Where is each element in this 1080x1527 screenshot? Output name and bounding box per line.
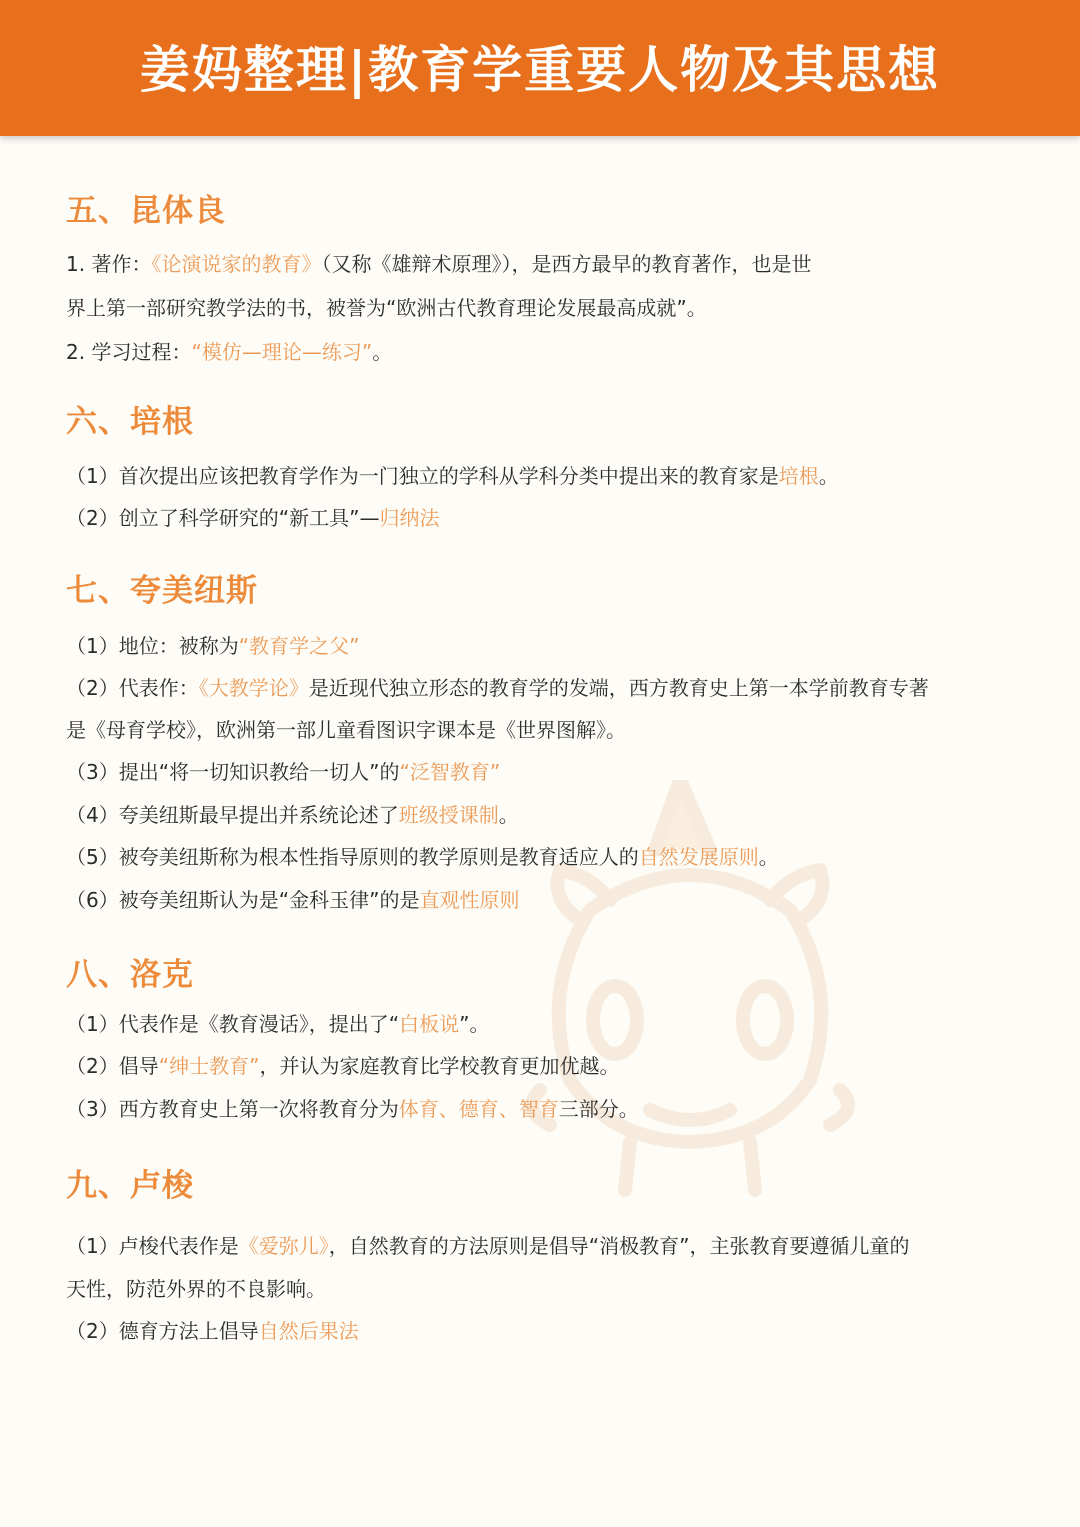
paragraph-line — [66, 716, 1026, 744]
page-header — [0, 0, 1080, 136]
highlighted-text: 培根 — [778, 464, 819, 488]
body-text: （3）提出“将一切知识教给一切人”的 — [66, 760, 400, 784]
highlighted-text: 《大教学论》 — [198, 676, 309, 700]
body-text: 是近现代独立形态的教育学的发端，西方教育史上第一本学前教育专著 — [308, 676, 929, 700]
body-text: （又称《雄辩术原理》），是西方最早的教育著作，也是世 — [321, 252, 812, 276]
highlighted-text: 直观性原则 — [419, 888, 520, 912]
body-text: 。 — [372, 340, 393, 364]
body-text: （1）卢梭代表作是 — [66, 1234, 239, 1258]
body-text: （1）首次提出应该把教育学作为一门独立的学科从学科分类中提出来的教育家是 — [66, 464, 779, 488]
body-text: （2）德育方法上倡导 — [66, 1319, 259, 1343]
body-text: （1）代表作是《教育漫话》，提出了“ — [66, 1012, 400, 1036]
section-title: 六、培根 — [66, 404, 194, 440]
body-text: 三部分。 — [558, 1097, 639, 1121]
body-text: 。 — [758, 845, 779, 869]
body-text: （6）被夸美纽斯认为是“金科玉律”的是 — [66, 888, 420, 912]
paragraph-line — [66, 886, 1026, 914]
section-title: 九、卢梭 — [66, 1168, 194, 1204]
highlighted-text: 自然后果法 — [258, 1319, 359, 1343]
highlighted-text: “泛智教育” — [399, 760, 501, 784]
paragraph-line — [66, 294, 1026, 322]
body-text: 是《母育学校》，欧洲第一部儿童看图识字课本是《世界图解》。 — [66, 718, 626, 742]
paragraph-line — [66, 250, 1026, 278]
paragraph-line — [66, 504, 1026, 532]
highlighted-text: 归纳法 — [379, 506, 440, 530]
highlighted-text: 体育、德育、智育 — [398, 1097, 559, 1121]
highlighted-text: “绅士教育” — [158, 1054, 260, 1078]
paragraph-line — [66, 1317, 1026, 1345]
paragraph-line — [66, 1232, 1026, 1260]
section-title: 八、洛克 — [66, 957, 194, 993]
highlighted-text: “模仿—理论—练习” — [191, 340, 373, 364]
paragraph-line — [66, 758, 1026, 786]
paragraph-line — [66, 843, 1026, 871]
page-title: 姜妈整理|教育学重要人物及其思想 — [139, 41, 941, 99]
body-text: （2）代表作： — [66, 676, 199, 700]
highlighted-text: 班级授课制 — [398, 803, 499, 827]
paragraph-line — [66, 462, 1026, 490]
body-text: （5）被夸美纽斯称为根本性指导原则的教学原则是教育适应人的 — [66, 845, 639, 869]
body-text: （4）夸美纽斯最早提出并系统论述了 — [66, 803, 399, 827]
body-text: 天性，防范外界的不良影响。 — [66, 1277, 326, 1301]
paragraph-line — [66, 674, 1026, 702]
body-text: 。 — [818, 464, 839, 488]
paragraph-line — [66, 801, 1026, 829]
paragraph-line — [66, 1010, 1026, 1038]
highlighted-text: 自然发展原则 — [638, 845, 759, 869]
paragraph-line — [66, 632, 1026, 660]
paragraph-line — [66, 1275, 1026, 1303]
highlighted-text: 《论演说家的教育》 — [151, 252, 322, 276]
body-text: 界上第一部研究教学法的书，被誉为“欧洲古代教育理论发展最高成就”。 — [66, 296, 707, 320]
section-title: 七、夸美纽斯 — [66, 573, 258, 609]
highlighted-text: “教育学之父” — [238, 634, 360, 658]
body-text: （2）倡导 — [66, 1054, 159, 1078]
paragraph-line — [66, 1052, 1026, 1080]
body-text: （3）西方教育史上第一次将教育分为 — [66, 1097, 399, 1121]
highlighted-text: 《爱弥儿》 — [238, 1234, 329, 1258]
highlighted-text: 白板说 — [399, 1012, 460, 1036]
body-text: （1）地位：被称为 — [66, 634, 239, 658]
body-text: ，并认为家庭教育比学校教育更加优越。 — [259, 1054, 620, 1078]
body-text: ”。 — [459, 1012, 490, 1036]
body-text: 2. 学习过程： — [66, 340, 192, 364]
body-text: （2）创立了科学研究的“新工具”— — [66, 506, 380, 530]
body-text: 1. 著作： — [66, 252, 152, 276]
body-text: ，自然教育的方法原则是倡导“消极教育”，主张教育要遵循儿童的 — [328, 1234, 910, 1258]
paragraph-line — [66, 338, 1026, 366]
paragraph-line — [66, 1095, 1026, 1123]
body-text: 。 — [498, 803, 519, 827]
section-title: 五、昆体良 — [66, 193, 226, 229]
